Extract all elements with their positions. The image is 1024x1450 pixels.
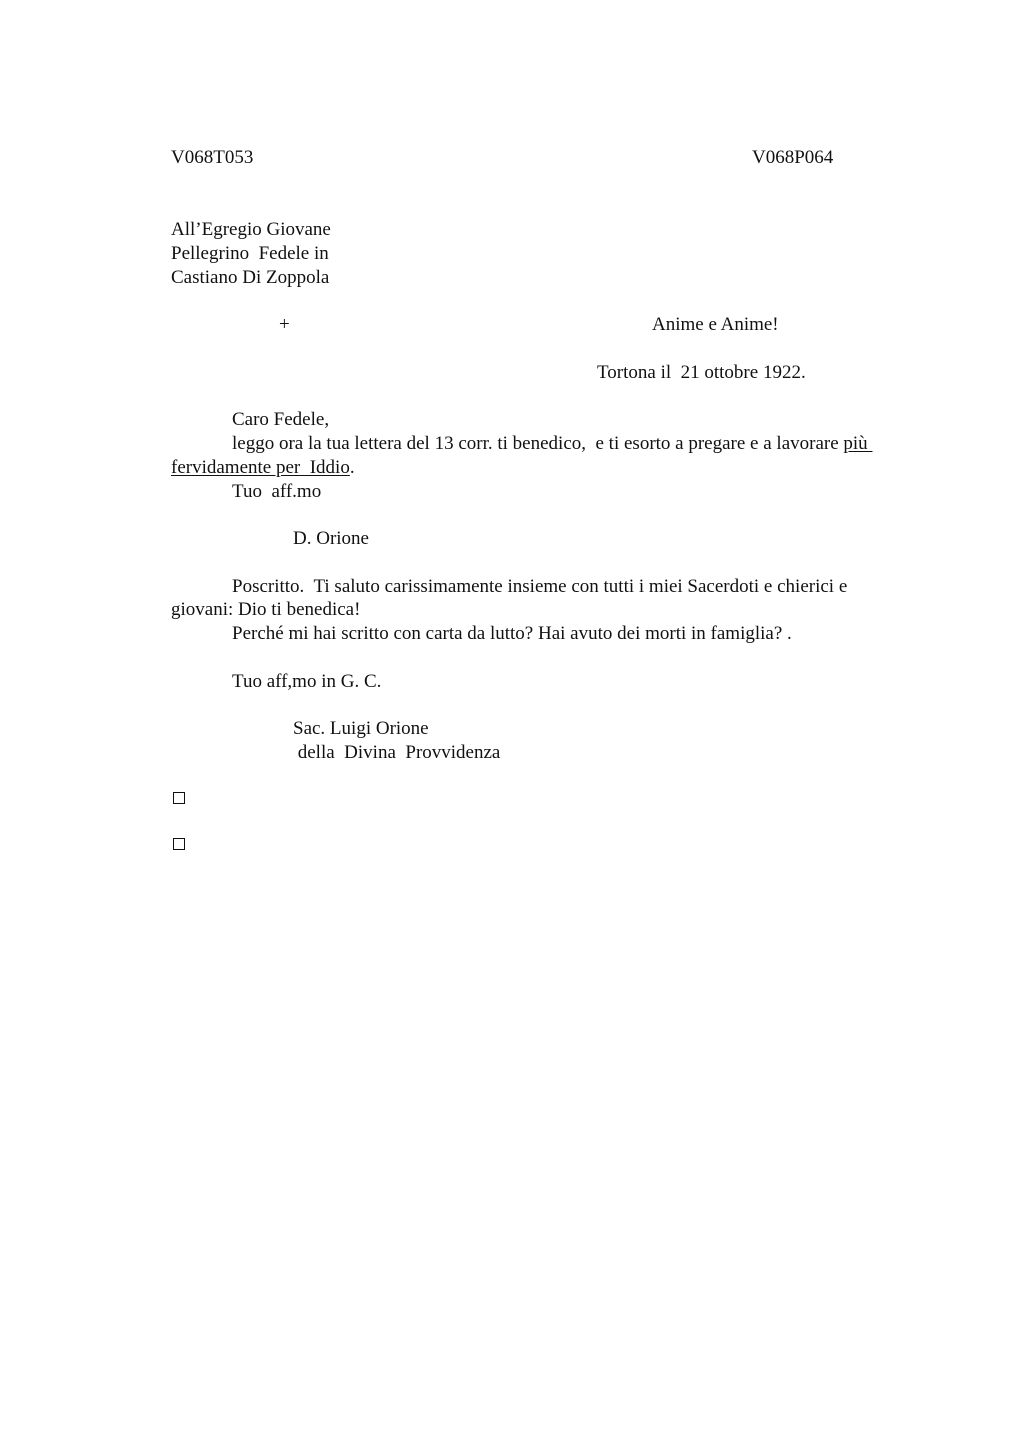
postscript-line-3: Perché mi hai scritto con carta da lutto? Hai avuto dei morti in famiglia? . xyxy=(232,623,792,644)
address-line-2: Pellegrino Fedele in xyxy=(171,243,329,264)
document-code-right: V068P064 xyxy=(752,147,834,168)
salutation: Caro Fedele, xyxy=(232,409,330,430)
postscript-signature-line-1: Sac. Luigi Orione xyxy=(293,718,429,739)
motto: Anime e Anime! xyxy=(652,314,779,335)
empty-box-marker xyxy=(173,838,185,850)
postscript-line-1: Poscritto. Ti saluto carissimamente insieme con tutti i miei Sacerdoti e chierici e xyxy=(232,576,848,597)
place-date: Tortona il 21 ottobre 1922. xyxy=(597,362,806,383)
postscript-line-2: giovani: Dio ti benedica! xyxy=(171,599,361,620)
body-line-2-underlined: fervidamente per Iddio xyxy=(171,457,350,478)
body-line-1-text: leggo ora la tua lettera del 13 corr. ti benedico, e ti esorto a pregare e a lavorare xyxy=(232,433,844,454)
document-code-left: V068T053 xyxy=(171,147,254,168)
closing: Tuo aff.mo xyxy=(232,481,322,502)
postscript-closing: Tuo aff,mo in G. C. xyxy=(232,671,382,692)
body-line-2-text: . xyxy=(349,457,355,478)
cross-symbol: + xyxy=(279,314,290,335)
signature: D. Orione xyxy=(293,528,369,549)
body-line-2 xyxy=(171,456,355,480)
address-line-3: Castiano Di Zoppola xyxy=(171,267,330,288)
postscript-signature-line-2: della Divina Provvidenza xyxy=(293,742,501,763)
empty-box-marker xyxy=(173,792,185,804)
body-line-1 xyxy=(232,432,872,456)
address-line-1: All’Egregio Giovane xyxy=(171,219,331,240)
body-line-1-underlined: più xyxy=(843,433,873,454)
